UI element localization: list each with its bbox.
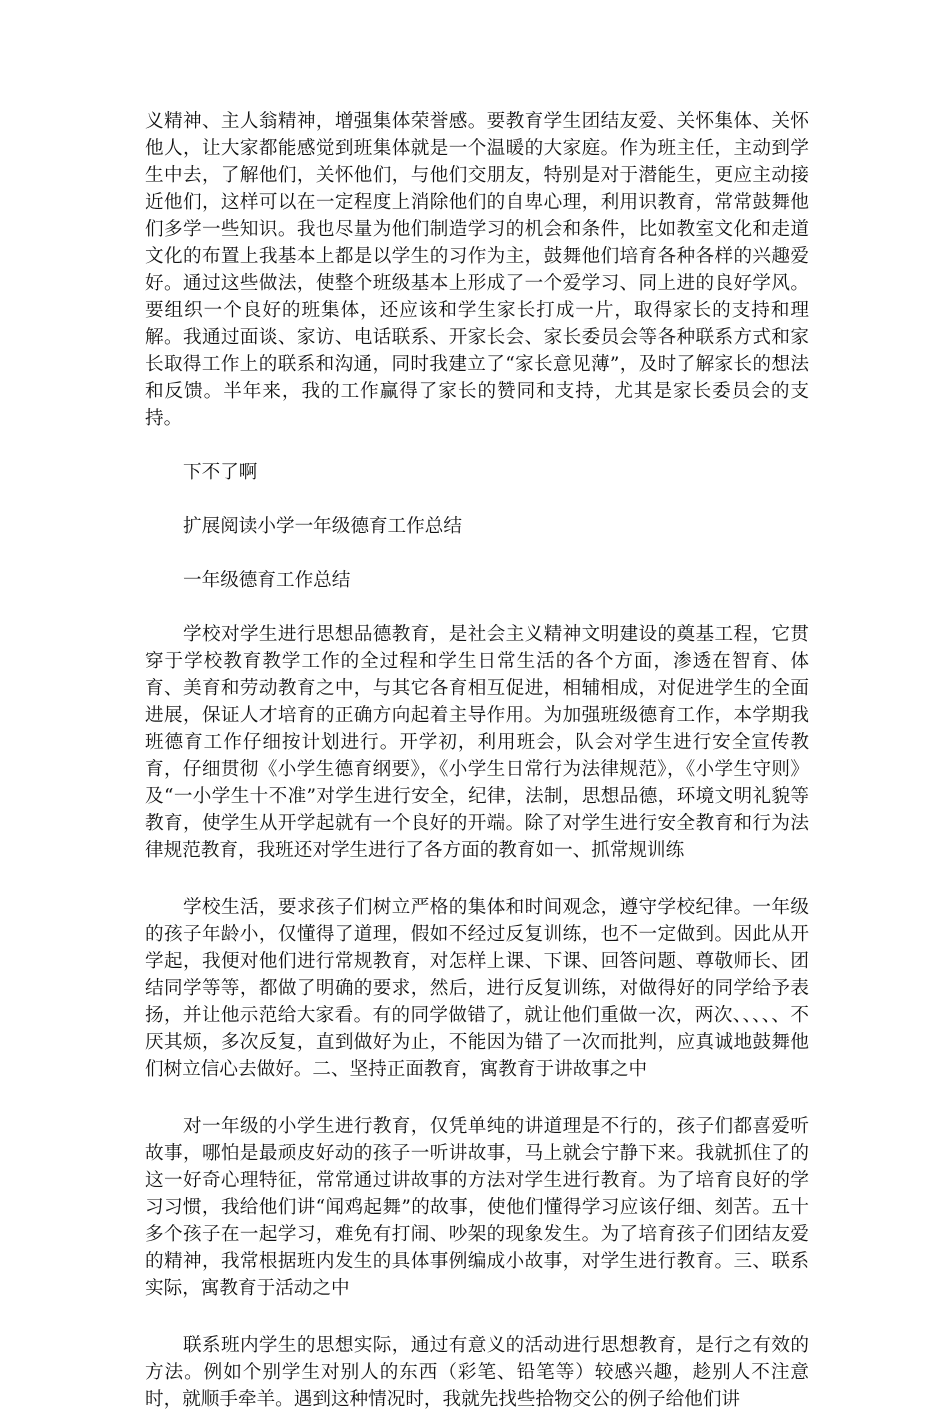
paragraph-gap — [145, 540, 809, 567]
paragraph-1: 学校对学生进行思想品德教育，是社会主义精神文明建设的奠基工程，它贯穿于学校教育教学工作的全过程和学生日常生活的各个方面，渗透在智育、体育、美育和劳动教育之中，与其它各育相互促进，相辅相成，对促进学生的全面进展，保证人才培育的正确方向起着主导作用。为加强班级德育工作，本学期我班德育工作仔细按计划进行。开学初，利用班会，队会对学生进行安全宣传教育，仔细贯彻《小学生德育纲要》，《小学生日常行为法律规范》，《小学生守则》及“一小学生十不准”对学生进行安全，纪律，法制，思想品德，环境文明礼貌等教育，使学生从开学起就有一个良好的开端。除了对学生进行安全教育和行为法律规范教育，我班还对学生进行了各方面的教育如一、抓常规训练 — [145, 624, 809, 861]
paragraph-gap — [145, 486, 809, 513]
paragraph-gap — [145, 432, 809, 459]
paragraph-gap — [145, 594, 809, 621]
paragraph-gap — [145, 1083, 809, 1113]
paragraph-4: 联系班内学生的思想实际，通过有意义的活动进行思想教育，是行之有效的方法。例如个别学生对别人的东西（彩笔、铅笔等）较感兴趣，趁别人不注意时，就顺手牵羊。遇到这种情况时，我就先找些拾物交公的例子给他们讲 — [145, 1335, 809, 1410]
document-page — [145, 108, 809, 1413]
paragraph-2: 学校生活，要求孩子们树立严格的集体和时间观念，遵守学校纪律。一年级的孩子年龄小，仅懂得了道理，假如不经过反复训练，也不一定做到。因此从开学起，我便对他们进行常规教育，对怎样上课、下课、回答问题、尊敬师长、团结同学等等，都做了明确的要求，然后，进行反复训练，对做得好的同学给予表扬，并让他示范给大家看。有的同学做错了，就让他们重做一次，两次、、、、、不厌其烦，多次反复，直到做好为止，不能因为错了一次而批判，应真诚地鼓舞他们树立信心去做好。二、坚持正面教育，寓教育于讲故事之中 — [145, 897, 809, 1080]
line-section-title: 一年级德育工作总结 — [183, 570, 351, 591]
line-short-note: 下不了啊 — [183, 462, 258, 483]
paragraph-continued: 义精神、主人翁精神，增强集体荣誉感。要教育学生团结友爱、关怀集体、关怀他人，让大家都能感觉到班集体就是一个温暖的大家庭。作为班主任，主动到学生中去，了解他们，关怀他们，与他们交朋友，特别是对于潜能生，更应主动接近他们，这样可以在一定程度上消除他们的自卑心理，利用识教育，常常鼓舞他们多学一些知识。我也尽量为他们制造学习的机会和条件，比如教室文化和走道文化的布置上我基本上都是以学生的习作为主，鼓舞他们培育各种各样的兴趣爱好。通过这些做法，使整个班级基本上形成了一个爱学习、同上进的良好学风。要组织一个良好的班集体，还应该和学生家长打成一片，取得家长的支持和理解。我通过面谈、家访、电话联系、开家长会、家长委员会等各种联系方式和家长取得工作上的联系和沟通，同时我建立了“家长意见薄”，及时了解家长的想法和反馈。半年来，我的工作赢得了家长的赞同和支持，尤其是家长委员会的支持。 — [145, 111, 809, 429]
paragraph-3: 对一年级的小学生进行教育，仅凭单纯的讲道理是不行的，孩子们都喜爱听故事，哪怕是最顽皮好动的孩子一听讲故事，马上就会宁静下来。我就抓住了的这一好奇心理特征，常常通过讲故事的方法对学生进行教育。为了培育良好的学习习惯，我给他们讲“闻鸡起舞”的故事，使他们懂得学习应该仔细、刻苦。五十多个孩子在一起学习，难免有打闹、吵架的现象发生。为了培育孩子们团结友爱的精神，我常根据班内发生的具体事例编成小故事，对学生进行教育。三、联系实际，寓教育于活动之中 — [145, 1116, 809, 1299]
paragraph-gap — [145, 1302, 809, 1332]
line-extended-reading-heading: 扩展阅读小学一年级德育工作总结 — [183, 516, 462, 537]
paragraph-gap — [145, 864, 809, 894]
